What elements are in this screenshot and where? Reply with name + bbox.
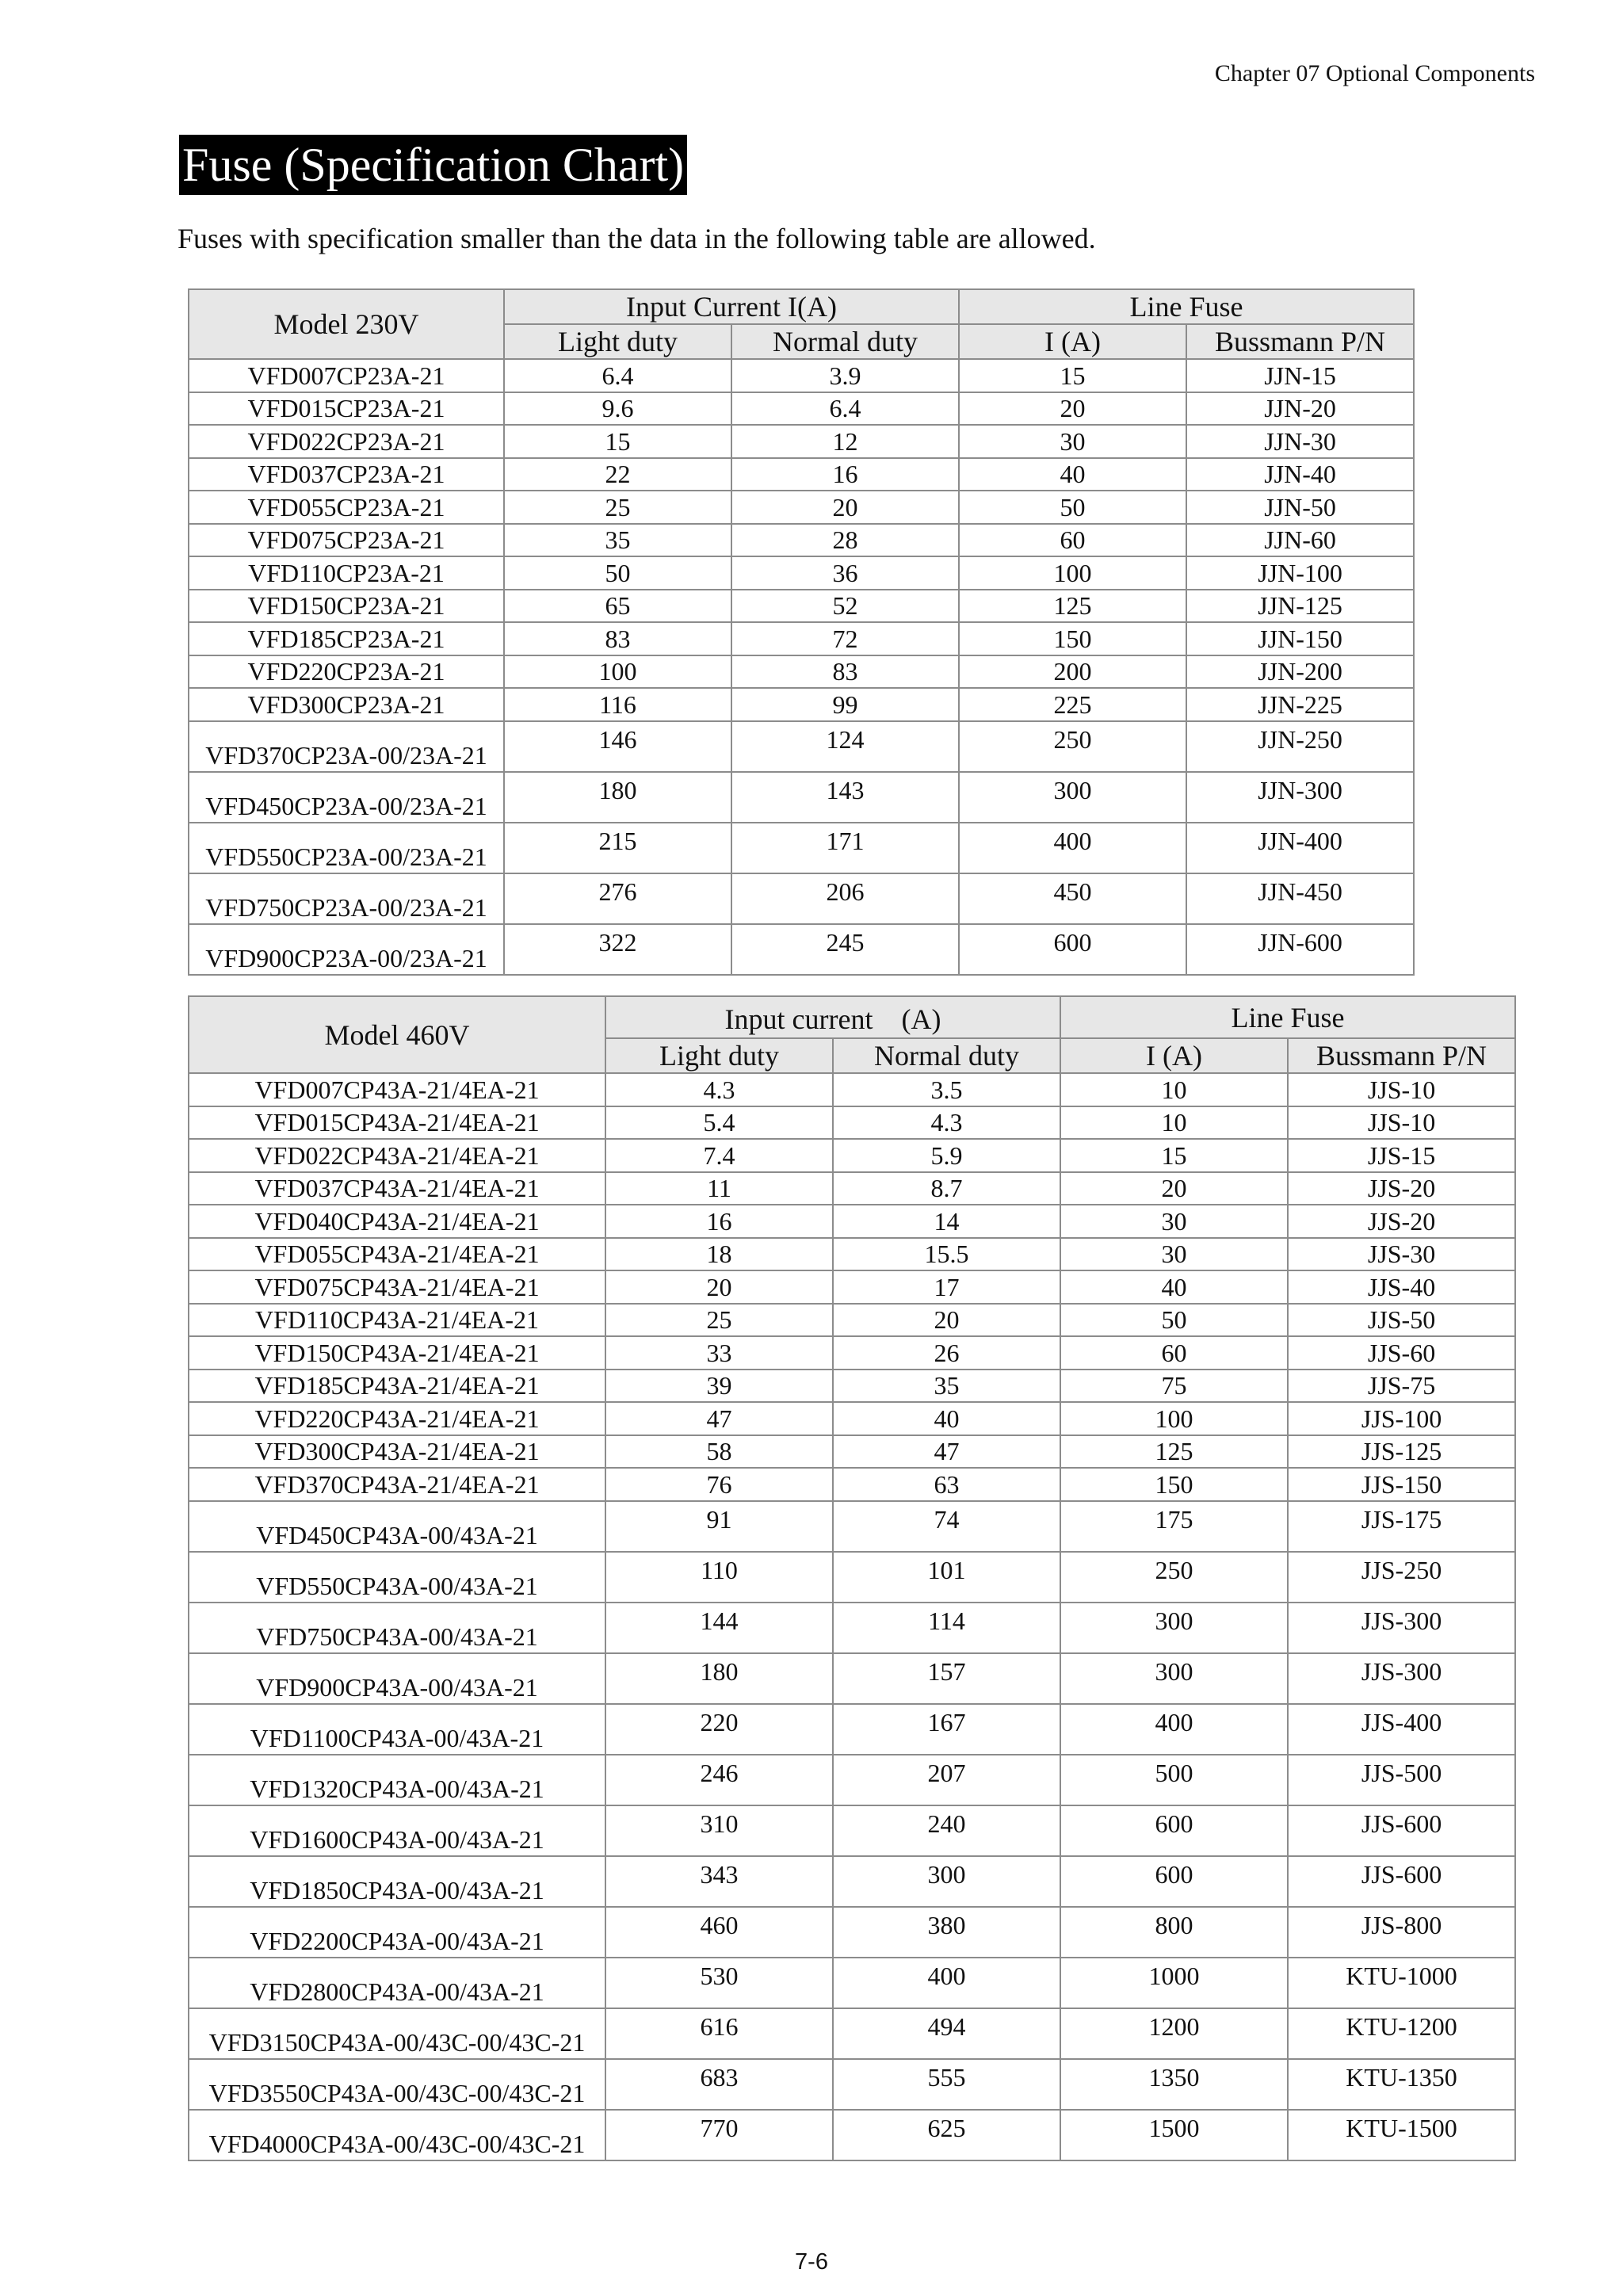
model-cell: VFD007CP43A-21/4EA-21 xyxy=(189,1073,605,1106)
fuse-current-cell: 600 xyxy=(1060,1805,1288,1856)
fuse-current-cell: 400 xyxy=(1060,1704,1288,1755)
bussmann-pn-header: Bussmann P/N xyxy=(1186,324,1414,359)
light-duty-cell: 100 xyxy=(504,655,731,689)
model-cell: VFD900CP23A-00/23A-21 xyxy=(189,924,504,975)
normal-duty-cell: 555 xyxy=(833,2059,1060,2110)
bussmann-pn-cell: JJS-100 xyxy=(1288,1402,1515,1435)
bussmann-pn-cell: KTU-1350 xyxy=(1288,2059,1515,2110)
table-row xyxy=(189,1805,1515,1856)
table-row xyxy=(189,1653,1515,1704)
light-duty-cell: 9.6 xyxy=(504,392,731,426)
normal-duty-cell: 3.5 xyxy=(833,1073,1060,1106)
bussmann-pn-cell: JJN-300 xyxy=(1186,772,1414,823)
fuse-current-cell: 600 xyxy=(1060,1856,1288,1907)
fuse-current-cell: 10 xyxy=(1060,1106,1288,1140)
light-duty-cell: 25 xyxy=(504,491,731,524)
normal-duty-cell: 4.3 xyxy=(833,1106,1060,1140)
normal-duty-cell: 240 xyxy=(833,1805,1060,1856)
line-fuse-header: Line Fuse xyxy=(1060,996,1515,1038)
fuse-current-cell: 300 xyxy=(959,772,1186,823)
bussmann-pn-cell: JJS-600 xyxy=(1288,1805,1515,1856)
table-row xyxy=(189,2059,1515,2110)
model-cell: VFD1100CP43A-00/43A-21 xyxy=(189,1704,605,1755)
light-duty-cell: 11 xyxy=(605,1172,833,1205)
table-row xyxy=(189,1552,1515,1603)
table-row xyxy=(189,1370,1515,1403)
light-duty-cell: 770 xyxy=(605,2110,833,2160)
normal-duty-cell: 400 xyxy=(833,1958,1060,2008)
normal-duty-cell: 143 xyxy=(731,772,959,823)
table-row xyxy=(189,556,1414,590)
normal-duty-cell: 83 xyxy=(731,655,959,689)
normal-duty-cell: 72 xyxy=(731,622,959,655)
normal-duty-cell: 3.9 xyxy=(731,359,959,392)
table-row xyxy=(189,1907,1515,1958)
bussmann-pn-cell: KTU-1000 xyxy=(1288,1958,1515,2008)
normal-duty-cell: 36 xyxy=(731,556,959,590)
model-header: Model 460V xyxy=(189,996,605,1073)
light-duty-header: Light duty xyxy=(605,1038,833,1073)
model-cell: VFD3550CP43A-00/43C-00/43C-21 xyxy=(189,2059,605,2110)
fuse-current-cell: 15 xyxy=(1060,1139,1288,1172)
model-cell: VFD185CP23A-21 xyxy=(189,622,504,655)
bussmann-pn-cell: JJS-400 xyxy=(1288,1704,1515,1755)
normal-duty-cell: 5.9 xyxy=(833,1139,1060,1172)
bussmann-pn-cell: JJS-10 xyxy=(1288,1073,1515,1106)
bussmann-pn-cell: JJS-50 xyxy=(1288,1304,1515,1337)
table-row xyxy=(189,1958,1515,2008)
model-cell: VFD3150CP43A-00/43C-00/43C-21 xyxy=(189,2008,605,2059)
fuse-current-cell: 800 xyxy=(1060,1907,1288,1958)
bussmann-pn-cell: JJN-450 xyxy=(1186,873,1414,924)
bussmann-pn-header: Bussmann P/N xyxy=(1288,1038,1515,1073)
input-current-header: Input Current I(A) xyxy=(504,289,959,324)
model-cell: VFD900CP43A-00/43A-21 xyxy=(189,1653,605,1704)
light-duty-cell: 20 xyxy=(605,1270,833,1304)
model-cell: VFD075CP43A-21/4EA-21 xyxy=(189,1270,605,1304)
model-cell: VFD110CP43A-21/4EA-21 xyxy=(189,1304,605,1337)
model-cell: VFD450CP23A-00/23A-21 xyxy=(189,772,504,823)
normal-duty-cell: 101 xyxy=(833,1552,1060,1603)
model-cell: VFD150CP43A-21/4EA-21 xyxy=(189,1336,605,1370)
model-cell: VFD022CP43A-21/4EA-21 xyxy=(189,1139,605,1172)
light-duty-cell: 616 xyxy=(605,2008,833,2059)
table-row xyxy=(189,1205,1515,1238)
light-duty-header: Light duty xyxy=(504,324,731,359)
fuse-current-cell: 1200 xyxy=(1060,2008,1288,2059)
table-row xyxy=(189,688,1414,721)
normal-duty-cell: 74 xyxy=(833,1501,1060,1552)
fuse-current-cell: 150 xyxy=(1060,1468,1288,1501)
fuse-current-cell: 125 xyxy=(1060,1435,1288,1469)
model-header: Model 230V xyxy=(189,289,504,359)
model-cell: VFD075CP23A-21 xyxy=(189,524,504,557)
bussmann-pn-cell: JJN-50 xyxy=(1186,491,1414,524)
normal-duty-cell: 124 xyxy=(731,721,959,772)
fuse-current-cell: 10 xyxy=(1060,1073,1288,1106)
fuse-current-cell: 250 xyxy=(1060,1552,1288,1603)
model-cell: VFD550CP23A-00/23A-21 xyxy=(189,823,504,873)
normal-duty-cell: 14 xyxy=(833,1205,1060,1238)
fuse-current-cell: 75 xyxy=(1060,1370,1288,1403)
normal-duty-cell: 8.7 xyxy=(833,1172,1060,1205)
light-duty-cell: 110 xyxy=(605,1552,833,1603)
model-cell: VFD220CP43A-21/4EA-21 xyxy=(189,1402,605,1435)
table-row xyxy=(189,1106,1515,1140)
bussmann-pn-cell: JJN-125 xyxy=(1186,590,1414,623)
fuse-current-cell: 150 xyxy=(959,622,1186,655)
normal-duty-cell: 206 xyxy=(731,873,959,924)
table-row xyxy=(189,873,1414,924)
normal-duty-cell: 40 xyxy=(833,1402,1060,1435)
table-row xyxy=(189,425,1414,458)
fuse-current-cell: 600 xyxy=(959,924,1186,975)
bussmann-pn-cell: JJS-20 xyxy=(1288,1205,1515,1238)
table-row xyxy=(189,524,1414,557)
light-duty-cell: 4.3 xyxy=(605,1073,833,1106)
model-cell: VFD4000CP43A-00/43C-00/43C-21 xyxy=(189,2110,605,2160)
table-body-460v xyxy=(189,1073,1515,2160)
bussmann-pn-cell: JJN-40 xyxy=(1186,458,1414,491)
bussmann-pn-cell: KTU-1200 xyxy=(1288,2008,1515,2059)
table-row xyxy=(189,1755,1515,1805)
fuse-current-cell: 225 xyxy=(959,688,1186,721)
table-row xyxy=(189,1304,1515,1337)
table-row xyxy=(189,1270,1515,1304)
model-cell: VFD370CP43A-21/4EA-21 xyxy=(189,1468,605,1501)
light-duty-cell: 25 xyxy=(605,1304,833,1337)
light-duty-cell: 33 xyxy=(605,1336,833,1370)
fuse-current-cell: 15 xyxy=(959,359,1186,392)
normal-duty-cell: 245 xyxy=(731,924,959,975)
model-cell: VFD300CP23A-21 xyxy=(189,688,504,721)
light-duty-cell: 146 xyxy=(504,721,731,772)
light-duty-cell: 683 xyxy=(605,2059,833,2110)
light-duty-cell: 116 xyxy=(504,688,731,721)
table-row xyxy=(189,721,1414,772)
fuse-current-cell: 30 xyxy=(1060,1205,1288,1238)
model-cell: VFD150CP23A-21 xyxy=(189,590,504,623)
table-row xyxy=(189,590,1414,623)
bussmann-pn-cell: KTU-1500 xyxy=(1288,2110,1515,2160)
bussmann-pn-cell: JJS-300 xyxy=(1288,1603,1515,1653)
bussmann-pn-cell: JJN-250 xyxy=(1186,721,1414,772)
model-cell: VFD007CP23A-21 xyxy=(189,359,504,392)
light-duty-cell: 180 xyxy=(605,1653,833,1704)
bussmann-pn-cell: JJS-250 xyxy=(1288,1552,1515,1603)
light-duty-cell: 39 xyxy=(605,1370,833,1403)
model-cell: VFD040CP43A-21/4EA-21 xyxy=(189,1205,605,1238)
light-duty-cell: 35 xyxy=(504,524,731,557)
model-cell: VFD750CP43A-00/43A-21 xyxy=(189,1603,605,1653)
input-current-header: Input current (A) xyxy=(605,996,1060,1038)
normal-duty-cell: 114 xyxy=(833,1603,1060,1653)
fuse-current-cell: 250 xyxy=(959,721,1186,772)
fuse-current-cell: 60 xyxy=(1060,1336,1288,1370)
normal-duty-cell: 35 xyxy=(833,1370,1060,1403)
light-duty-cell: 215 xyxy=(504,823,731,873)
bussmann-pn-cell: JJS-300 xyxy=(1288,1653,1515,1704)
normal-duty-cell: 157 xyxy=(833,1653,1060,1704)
fuse-current-cell: 20 xyxy=(1060,1172,1288,1205)
bussmann-pn-cell: JJN-150 xyxy=(1186,622,1414,655)
bussmann-pn-cell: JJN-20 xyxy=(1186,392,1414,426)
normal-duty-cell: 17 xyxy=(833,1270,1060,1304)
model-cell: VFD2800CP43A-00/43A-21 xyxy=(189,1958,605,2008)
table-row xyxy=(189,1139,1515,1172)
normal-duty-cell: 52 xyxy=(731,590,959,623)
normal-duty-cell: 26 xyxy=(833,1336,1060,1370)
light-duty-cell: 343 xyxy=(605,1856,833,1907)
bussmann-pn-cell: JJN-225 xyxy=(1186,688,1414,721)
fuse-current-cell: 1000 xyxy=(1060,1958,1288,2008)
bussmann-pn-cell: JJS-175 xyxy=(1288,1501,1515,1552)
light-duty-cell: 322 xyxy=(504,924,731,975)
normal-duty-cell: 207 xyxy=(833,1755,1060,1805)
normal-duty-header: Normal duty xyxy=(731,324,959,359)
light-duty-cell: 91 xyxy=(605,1501,833,1552)
normal-duty-cell: 6.4 xyxy=(731,392,959,426)
table-row xyxy=(189,622,1414,655)
model-cell: VFD055CP43A-21/4EA-21 xyxy=(189,1238,605,1271)
fuse-current-cell: 100 xyxy=(1060,1402,1288,1435)
fuse-current-cell: 300 xyxy=(1060,1603,1288,1653)
page-number: 7-6 xyxy=(795,2249,828,2275)
bussmann-pn-cell: JJN-200 xyxy=(1186,655,1414,689)
model-cell: VFD1600CP43A-00/43A-21 xyxy=(189,1805,605,1856)
normal-duty-cell: 47 xyxy=(833,1435,1060,1469)
fuse-current-cell: 200 xyxy=(959,655,1186,689)
light-duty-cell: 58 xyxy=(605,1435,833,1469)
model-cell: VFD300CP43A-21/4EA-21 xyxy=(189,1435,605,1469)
normal-duty-cell: 20 xyxy=(833,1304,1060,1337)
fuse-current-cell: 50 xyxy=(959,491,1186,524)
model-cell: VFD037CP23A-21 xyxy=(189,458,504,491)
normal-duty-cell: 16 xyxy=(731,458,959,491)
table-row xyxy=(189,1336,1515,1370)
bussmann-pn-cell: JJS-60 xyxy=(1288,1336,1515,1370)
fuse-current-cell: 50 xyxy=(1060,1304,1288,1337)
light-duty-cell: 83 xyxy=(504,622,731,655)
light-duty-cell: 276 xyxy=(504,873,731,924)
model-cell: VFD015CP23A-21 xyxy=(189,392,504,426)
table-row xyxy=(189,1603,1515,1653)
bussmann-pn-cell: JJS-40 xyxy=(1288,1270,1515,1304)
table-row xyxy=(189,491,1414,524)
normal-duty-cell: 12 xyxy=(731,425,959,458)
model-cell: VFD037CP43A-21/4EA-21 xyxy=(189,1172,605,1205)
table-row xyxy=(189,458,1414,491)
bussmann-pn-cell: JJS-20 xyxy=(1288,1172,1515,1205)
fuse-current-cell: 1350 xyxy=(1060,2059,1288,2110)
fuse-current-header: I (A) xyxy=(1060,1038,1288,1073)
model-cell: VFD110CP23A-21 xyxy=(189,556,504,590)
light-duty-cell: 460 xyxy=(605,1907,833,1958)
light-duty-cell: 246 xyxy=(605,1755,833,1805)
intro-text: Fuses with specification smaller than the data in the following table are allowed. xyxy=(178,223,1096,254)
table-row xyxy=(189,2110,1515,2160)
fuse-current-header: I (A) xyxy=(959,324,1186,359)
fuse-table-230v xyxy=(188,288,1415,976)
model-cell: VFD450CP43A-00/43A-21 xyxy=(189,1501,605,1552)
fuse-current-cell: 30 xyxy=(1060,1238,1288,1271)
bussmann-pn-cell: JJS-75 xyxy=(1288,1370,1515,1403)
model-cell: VFD015CP43A-21/4EA-21 xyxy=(189,1106,605,1140)
fuse-table-460v xyxy=(188,995,1516,2161)
normal-duty-cell: 300 xyxy=(833,1856,1060,1907)
light-duty-cell: 47 xyxy=(605,1402,833,1435)
normal-duty-cell: 167 xyxy=(833,1704,1060,1755)
model-cell: VFD022CP23A-21 xyxy=(189,425,504,458)
normal-duty-cell: 15.5 xyxy=(833,1238,1060,1271)
fuse-current-cell: 1500 xyxy=(1060,2110,1288,2160)
model-cell: VFD2200CP43A-00/43A-21 xyxy=(189,1907,605,1958)
line-fuse-header: Line Fuse xyxy=(959,289,1414,324)
light-duty-cell: 15 xyxy=(504,425,731,458)
bussmann-pn-cell: JJN-30 xyxy=(1186,425,1414,458)
table-body-230v xyxy=(189,359,1414,975)
normal-duty-cell: 28 xyxy=(731,524,959,557)
fuse-current-cell: 400 xyxy=(959,823,1186,873)
bussmann-pn-cell: JJN-15 xyxy=(1186,359,1414,392)
light-duty-cell: 18 xyxy=(605,1238,833,1271)
table-row xyxy=(189,1172,1515,1205)
light-duty-cell: 6.4 xyxy=(504,359,731,392)
normal-duty-cell: 625 xyxy=(833,2110,1060,2160)
section-title: Fuse (Specification Chart) xyxy=(179,135,687,195)
light-duty-cell: 16 xyxy=(605,1205,833,1238)
fuse-current-cell: 60 xyxy=(959,524,1186,557)
table-row xyxy=(189,1501,1515,1552)
bussmann-pn-cell: JJS-15 xyxy=(1288,1139,1515,1172)
table-row xyxy=(189,823,1414,873)
table-row xyxy=(189,655,1414,689)
fuse-current-cell: 500 xyxy=(1060,1755,1288,1805)
bussmann-pn-cell: JJS-125 xyxy=(1288,1435,1515,1469)
light-duty-cell: 530 xyxy=(605,1958,833,2008)
fuse-current-cell: 40 xyxy=(1060,1270,1288,1304)
bussmann-pn-cell: JJN-100 xyxy=(1186,556,1414,590)
model-cell: VFD185CP43A-21/4EA-21 xyxy=(189,1370,605,1403)
bussmann-pn-cell: JJS-150 xyxy=(1288,1468,1515,1501)
normal-duty-header: Normal duty xyxy=(833,1038,1060,1073)
table-row xyxy=(189,1468,1515,1501)
model-cell: VFD220CP23A-21 xyxy=(189,655,504,689)
table-row xyxy=(189,924,1414,975)
model-cell: VFD550CP43A-00/43A-21 xyxy=(189,1552,605,1603)
table-row xyxy=(189,1435,1515,1469)
light-duty-cell: 180 xyxy=(504,772,731,823)
light-duty-cell: 76 xyxy=(605,1468,833,1501)
fuse-current-cell: 30 xyxy=(959,425,1186,458)
table-row xyxy=(189,1402,1515,1435)
bussmann-pn-cell: JJS-500 xyxy=(1288,1755,1515,1805)
normal-duty-cell: 380 xyxy=(833,1907,1060,1958)
model-cell: VFD370CP23A-00/23A-21 xyxy=(189,721,504,772)
table-row xyxy=(189,1704,1515,1755)
light-duty-cell: 50 xyxy=(504,556,731,590)
model-cell: VFD750CP23A-00/23A-21 xyxy=(189,873,504,924)
bussmann-pn-cell: JJS-600 xyxy=(1288,1856,1515,1907)
bussmann-pn-cell: JJS-10 xyxy=(1288,1106,1515,1140)
fuse-current-cell: 20 xyxy=(959,392,1186,426)
fuse-current-cell: 450 xyxy=(959,873,1186,924)
model-cell: VFD1320CP43A-00/43A-21 xyxy=(189,1755,605,1805)
table-row xyxy=(189,772,1414,823)
light-duty-cell: 310 xyxy=(605,1805,833,1856)
table-row xyxy=(189,359,1414,392)
bussmann-pn-cell: JJN-600 xyxy=(1186,924,1414,975)
fuse-current-cell: 40 xyxy=(959,458,1186,491)
model-cell: VFD055CP23A-21 xyxy=(189,491,504,524)
table-row xyxy=(189,1856,1515,1907)
light-duty-cell: 5.4 xyxy=(605,1106,833,1140)
normal-duty-cell: 20 xyxy=(731,491,959,524)
model-cell: VFD1850CP43A-00/43A-21 xyxy=(189,1856,605,1907)
fuse-current-cell: 125 xyxy=(959,590,1186,623)
normal-duty-cell: 171 xyxy=(731,823,959,873)
bussmann-pn-cell: JJN-60 xyxy=(1186,524,1414,557)
bussmann-pn-cell: JJS-800 xyxy=(1288,1907,1515,1958)
light-duty-cell: 144 xyxy=(605,1603,833,1653)
light-duty-cell: 65 xyxy=(504,590,731,623)
table-row xyxy=(189,1238,1515,1271)
normal-duty-cell: 99 xyxy=(731,688,959,721)
normal-duty-cell: 63 xyxy=(833,1468,1060,1501)
fuse-current-cell: 100 xyxy=(959,556,1186,590)
light-duty-cell: 220 xyxy=(605,1704,833,1755)
table-row xyxy=(189,1073,1515,1106)
light-duty-cell: 7.4 xyxy=(605,1139,833,1172)
table-row xyxy=(189,392,1414,426)
table-row xyxy=(189,2008,1515,2059)
fuse-current-cell: 300 xyxy=(1060,1653,1288,1704)
normal-duty-cell: 494 xyxy=(833,2008,1060,2059)
fuse-current-cell: 175 xyxy=(1060,1501,1288,1552)
bussmann-pn-cell: JJN-400 xyxy=(1186,823,1414,873)
bussmann-pn-cell: JJS-30 xyxy=(1288,1238,1515,1271)
chapter-header: Chapter 07 Optional Components xyxy=(1214,60,1535,86)
light-duty-cell: 22 xyxy=(504,458,731,491)
